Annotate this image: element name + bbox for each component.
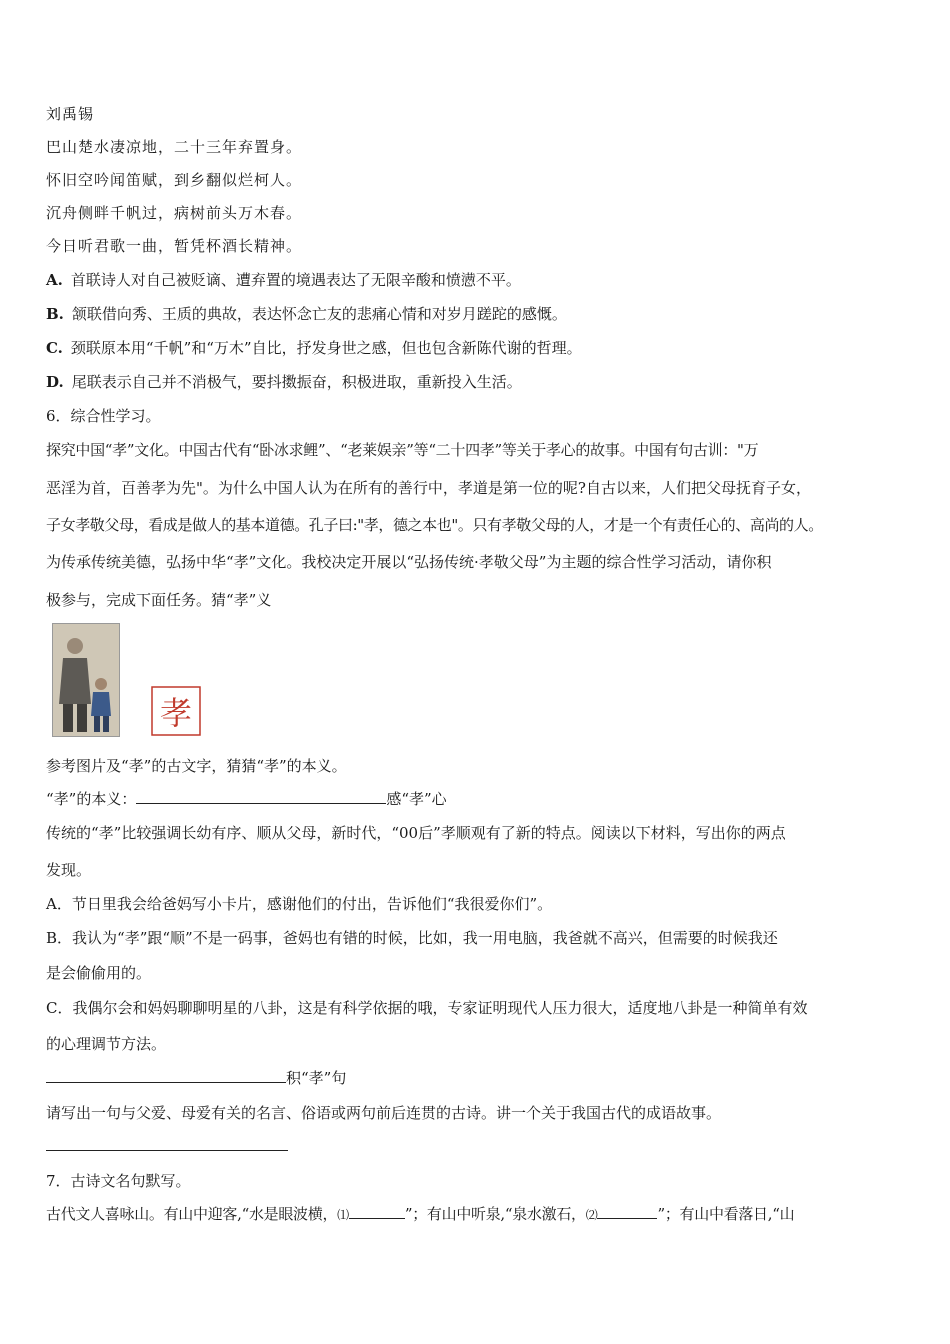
q6-intro-line: 为传承传统美德，弘扬中华“孝”文化。我校决定开展以“弘扬传统·孝敬父母”为主题的综合性学习活动，请你积 [46, 553, 772, 571]
meaning-after: 感“孝”心 [386, 790, 447, 808]
q6-intro-line: 探究中国“孝”文化。中国古代有“卧冰求鲤”、“老莱娱亲”等“二十四孝”等关于孝心的故事。中国有句古训："万 [46, 441, 759, 459]
elder-child-photo [52, 623, 120, 737]
material-line: 是会偷偷用的。 [46, 964, 152, 982]
material-line: A．节日里我会给爸妈写小卡片，感谢他们的付出，告诉他们“我很爱你们”。 [46, 895, 553, 913]
option-text: 颔联借向秀、王质的典故，表达怀念亡友的悲痛心情和对岁月蹉跎的感慨。 [71, 305, 567, 323]
poem-line: 沉舟侧畔千帆过，病树前头万木春。 [46, 204, 303, 222]
seal-graphic [151, 686, 201, 736]
option-letter: A. [46, 271, 63, 289]
option-d [46, 372, 522, 392]
q7-part2: ”；有山中听泉,“泉水激石， [404, 1205, 586, 1223]
option-letter: B. [46, 305, 64, 323]
blank-number: ⑵ [585, 1208, 598, 1222]
material-line: 的心理调节方法。 [46, 1035, 167, 1053]
q7-blank-2[interactable] [597, 1204, 657, 1219]
q7-blank-1[interactable] [349, 1204, 405, 1219]
material-line: B．我认为“孝”跟“顺”不是一码事，爸妈也有错的时候，比如，我一用电脑，我爸就不高兴，但需要的时候我还 [46, 929, 778, 947]
option-letter: C. [46, 339, 63, 357]
ji-answer-blank[interactable] [46, 1068, 286, 1083]
photo-illustration [53, 624, 119, 736]
ref-text: 参考图片及“孝”的古文字，猜猜“孝”的本义。 [46, 757, 347, 775]
meaning-label: “孝”的本义： [46, 790, 137, 808]
seal-character: 孝 [159, 694, 193, 732]
q6-intro-line: 恶淫为首，百善孝为先"。为什么中国人认为在所有的善行中，孝道是第一位的呢?自古以来，人们把父母抚育子女， [46, 479, 811, 497]
option-b [46, 304, 567, 324]
option-c [46, 338, 582, 358]
material-line: C．我偶尔会和妈妈聊聊明星的八卦，这是有科学依据的哦，专家证明现代人压力很大，适度地八卦是一种简单有效 [46, 999, 808, 1017]
xiao-seal-character-image [151, 686, 201, 736]
meaning-row [46, 789, 447, 809]
ji-task-answer-blank[interactable] [46, 1150, 288, 1151]
q6-intro-line: 子女孝敬父母，看成是做人的基本道德。孔子曰:"孝，德之本也"。只有孝敬父母的人，才是一个有责任心的、高尚的人。 [46, 516, 823, 534]
poem-line: 巴山楚水凄凉地，二十三年弃置身。 [46, 138, 303, 156]
option-text: 颈联原本用“千帆”和“万木”自比，抒发身世之感，但也包含新陈代谢的哲理。 [70, 339, 582, 357]
poem-line: 怀旧空吟闻笛赋，到乡翻似烂柯人。 [46, 171, 303, 189]
meaning-answer-blank[interactable] [136, 789, 386, 804]
q7-text [46, 1204, 794, 1225]
q6-heading: 6．综合性学习。 [46, 407, 161, 425]
poem-author: 刘禹锡 [46, 105, 95, 123]
q6-intro-line: 极参与，完成下面任务。猜“孝”义 [46, 591, 272, 609]
poem-line: 今日听君歌一曲，暂凭杯酒长精神。 [46, 237, 303, 255]
ji-row [46, 1068, 346, 1088]
blank-number: ⑴ [337, 1208, 349, 1222]
ji-task: 请写出一句与父爱、母爱有关的名言、俗语或两句前后连贯的古诗。讲一个关于我国古代的成语故事。 [46, 1104, 722, 1122]
option-text: 首联诗人对自己被贬谪、遭弃置的境遇表达了无限辛酸和愤懑不平。 [70, 271, 521, 289]
option-text: 尾联表示自己并不消极气，要抖擞振奋，积极进取，重新投入生活。 [71, 373, 522, 391]
option-a [46, 270, 521, 290]
trad-line: 传统的“孝”比较强调长幼有序、顺从父母，新时代，“00后”孝顺观有了新的特点。阅读以下材料，写出你的两点 [46, 824, 786, 842]
ji-label: 积“孝”句 [286, 1069, 347, 1087]
option-letter: D. [46, 373, 64, 391]
q7-heading: 7．古诗文名句默写。 [46, 1172, 191, 1190]
trad-line: 发现。 [46, 861, 92, 879]
q7-part1: 古代文人喜咏山。有山中迎客,“水是眼波横， [46, 1205, 338, 1223]
q7-part3: ”；有山中看落日,“山 [657, 1205, 795, 1223]
